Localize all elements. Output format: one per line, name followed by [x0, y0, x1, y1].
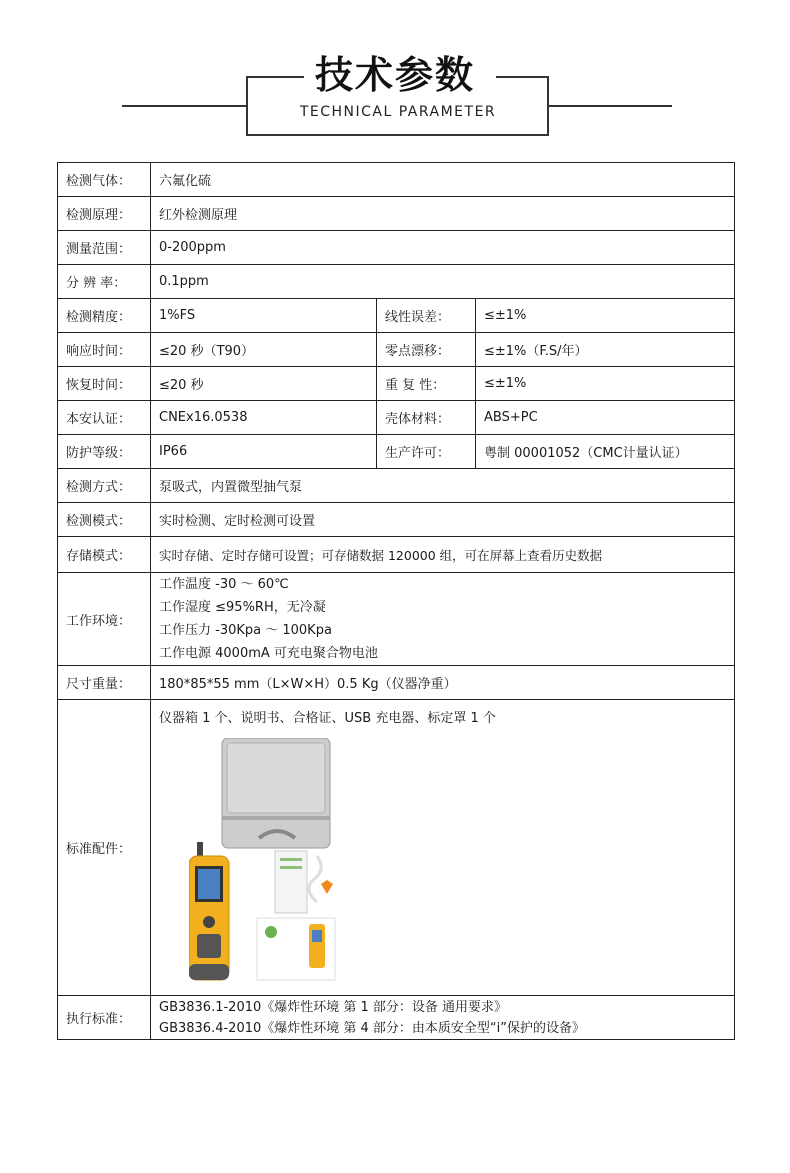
spec-label: 分 辨 率： — [58, 265, 151, 299]
spec-label: 尺寸重量： — [58, 666, 151, 700]
spec-row-gas — [58, 163, 735, 197]
spec-label: 恢复时间： — [58, 367, 151, 401]
env-line: 工作电源 4000mA 可充电聚合物电池 — [159, 646, 378, 661]
gas-detector — [189, 842, 229, 980]
spec-label: 标准配件： — [58, 700, 151, 996]
spec-label: 检测模式： — [58, 503, 151, 537]
spec-value: 泵吸式，内置微型抽气泵 — [151, 469, 735, 503]
spec-value: 实时检测、定时检测可设置 — [151, 503, 735, 537]
spec-value: ≤±1% — [476, 367, 735, 401]
spec-value: 0-200ppm — [151, 231, 735, 265]
page-title: 技术参数 — [314, 53, 475, 97]
env-line: 工作压力 -30Kpa ～ 100Kpa — [159, 623, 332, 638]
spec-row-storage — [58, 537, 735, 573]
spec-row-response — [58, 333, 735, 367]
spec-label: 防护等级： — [58, 435, 151, 469]
spec-table — [57, 162, 735, 1040]
spec-value: ABS+PC — [476, 401, 735, 435]
spec-value-list — [151, 996, 735, 1040]
spec-value: IP66 — [151, 435, 377, 469]
spec-row-standards — [58, 996, 735, 1040]
standard-line: GB3836.4-2010《爆炸性环境 第 4 部分：由本质安全型“i”保护的设备》 — [159, 1020, 586, 1036]
spec-value: ≤20 秒 — [151, 367, 377, 401]
header-box-bottom — [246, 134, 549, 136]
standard-line: GB3836.1-2010《爆炸性环境 第 1 部分：设备 通用要求》 — [159, 999, 508, 1015]
spec-label: 检测方式： — [58, 469, 151, 503]
spec-row-safety — [58, 401, 735, 435]
carrying-case — [222, 738, 330, 848]
spec-value: 1%FS — [151, 299, 377, 333]
spec-value: ≤±1%（F.S/年） — [476, 333, 735, 367]
spec-label: 零点漂移： — [377, 333, 476, 367]
spec-value-list — [151, 573, 735, 666]
spec-label: 存储模式： — [58, 537, 151, 573]
page-subtitle: TECHNICAL PARAMETER — [299, 104, 497, 120]
spec-label: 检测精度： — [58, 299, 151, 333]
spec-value: 实时存储、定时存储可设置；可存储数据 120000 组，可在屏幕上查看历史数据 — [151, 537, 735, 573]
spec-value: 粤制 00001052（CMC计量认证） — [476, 435, 735, 469]
usb-cable — [309, 856, 321, 902]
spec-label: 检测气体： — [58, 163, 151, 197]
spec-label: 线性误差： — [377, 299, 476, 333]
spec-row-environment — [58, 573, 735, 666]
spec-value: ≤±1% — [476, 299, 735, 333]
spec-value: 红外检测原理 — [151, 197, 735, 231]
spec-row-mode — [58, 503, 735, 537]
spec-label: 执行标准： — [58, 996, 151, 1040]
spec-row-method — [58, 469, 735, 503]
spec-label: 本安认证： — [58, 401, 151, 435]
spec-value: 0.1ppm — [151, 265, 735, 299]
spec-row-accuracy — [58, 299, 735, 333]
header-rule-left — [122, 105, 246, 107]
page-header — [0, 0, 790, 150]
env-line: 工作温度 -30 ～ 60℃ — [159, 577, 289, 592]
product-illustration — [189, 738, 339, 988]
spec-row-size — [58, 666, 735, 700]
spec-row-resolution — [58, 265, 735, 299]
spec-label: 重 复 性： — [377, 367, 476, 401]
spec-value: CNEx16.0538 — [151, 401, 377, 435]
calibration-cap — [321, 880, 333, 894]
spec-value: ≤20 秒（T90） — [151, 333, 377, 367]
spec-row-recovery — [58, 367, 735, 401]
spec-label: 工作环境： — [58, 573, 151, 666]
spec-value-accessories — [151, 700, 735, 996]
spec-label: 测量范围： — [58, 231, 151, 265]
spec-value: 180*85*55 mm（L×W×H）0.5 Kg（仪器净重） — [151, 666, 735, 700]
spec-row-range — [58, 231, 735, 265]
spec-row-principle — [58, 197, 735, 231]
spec-row-protection — [58, 435, 735, 469]
spec-label: 响应时间： — [58, 333, 151, 367]
spec-label: 检测原理： — [58, 197, 151, 231]
spec-row-accessories — [58, 700, 735, 996]
header-rule-right — [548, 105, 672, 107]
spec-label: 生产许可： — [377, 435, 476, 469]
env-line: 工作湿度 ≤95%RH，无冷凝 — [159, 600, 326, 615]
header-box-top-right — [496, 76, 548, 78]
spec-value: 六氟化硫 — [151, 163, 735, 197]
spec-label: 壳体材料： — [377, 401, 476, 435]
accessories-text: 仪器箱 1 个、说明书、合格证、USB 充电器、标定罩 1 个 — [159, 711, 496, 726]
header-box-top-left — [246, 76, 304, 78]
product-photo — [189, 738, 339, 988]
